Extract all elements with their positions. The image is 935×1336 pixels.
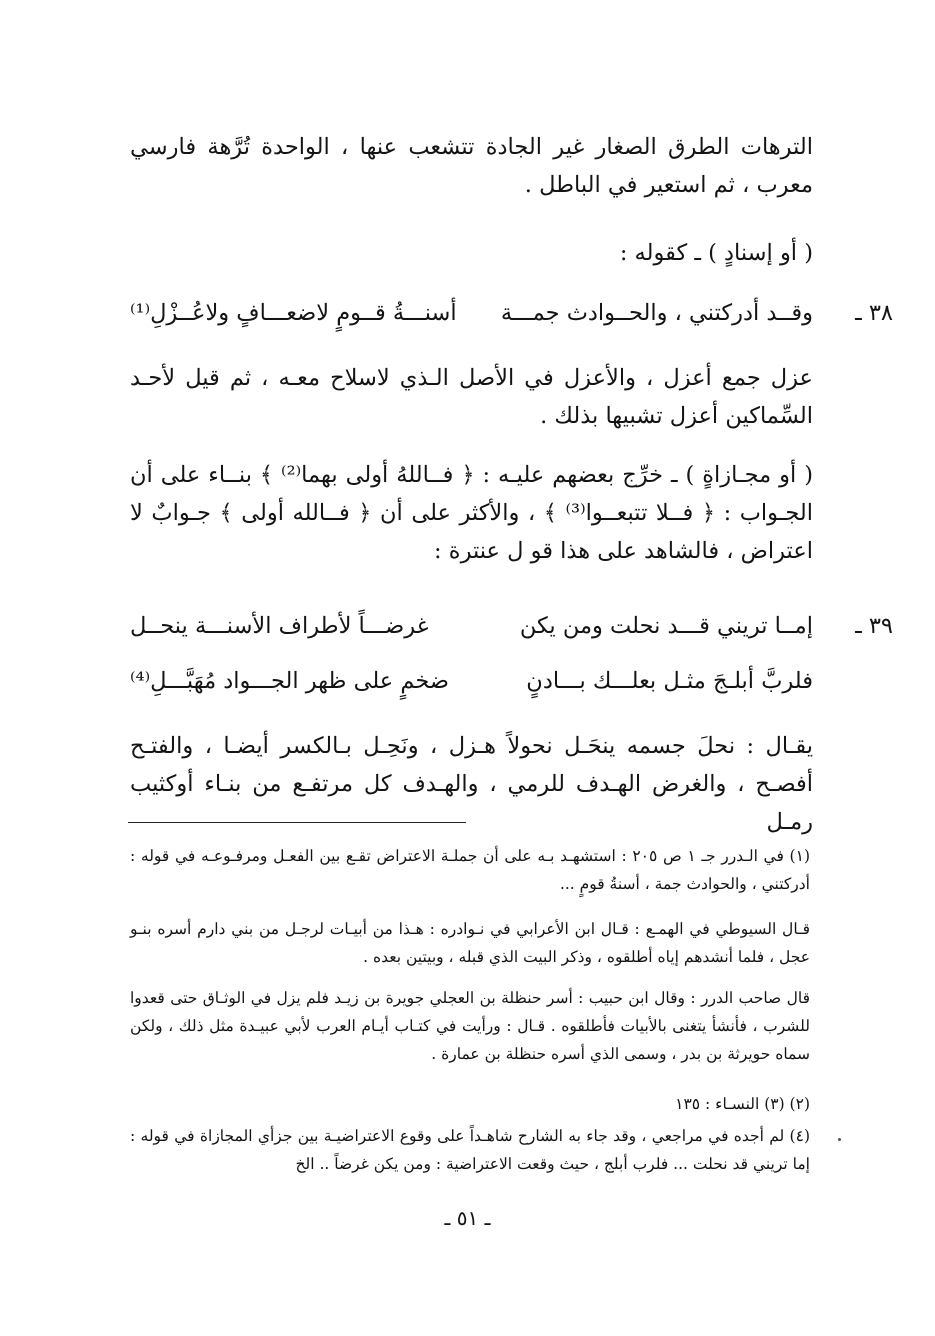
- verse-second-hemistich: أسنـــةُ قــومٍ لاضعـــافٍ ولاعُــزْلِ⁽¹⁾: [130, 300, 457, 326]
- verse-39-line-1: [130, 613, 893, 653]
- verse-number: ٣٩ ـ: [855, 613, 893, 639]
- verse-38: [130, 300, 893, 340]
- footnote-1: (١) في الـدرر جـ ١ ص ٢٠٥ : استشهـد بـه على أن جملـة الاعتراض تقـع بين الفعـل ومرفـوعـه في قوله : أدركتني ، والحوادث جمة ، أسنةُ قومٍ ...: [130, 847, 810, 893]
- verse-number: ٣٨ ـ: [855, 300, 893, 326]
- body-paragraph-4: ( أو مجـازاةٍ ) ـ خرِّج بعضهم عليـه : ﴿ فــاللهُ أولى بهما⁽²⁾ ﴾ بنــاء على أن الجـواب : ﴿ فــلا تتبعــوا⁽³⁾ ﴾ ، والأكثر على أن ﴿ فــالله أولى ﴾ جـوابٌ لا اعتراض ، فالشاهد على هذا قو ل عنترة :: [130, 462, 814, 564]
- verse-second-hemistich: غرضـــاً لأطراف الأسنـــة ينحــل: [130, 613, 429, 639]
- footnote-2-3: (٢) (٣) النسـاء : ١٣٥: [675, 1095, 810, 1113]
- footnote-1-continued: قـال السيوطي في الهمـع : قـال ابن الأعرابي في نـوادره : هـذا من أبيـات لرجـل من بني دارم أسره بنـو عجل ، فلما أنشدهم إياه أطلقوه ، وذكر البيت الذي قبله ، وبيتين بعده .: [130, 920, 810, 966]
- body-paragraph-3: عزل جمع أعزل ، والأعزل في الأصل الـذي لاسلاح معـه ، ثم قيل لأحـد السِّماكين أعزل تشبيها بذلك .: [130, 365, 813, 429]
- verse-second-hemistich: ضخمٍ على ظهر الجـــواد مُهَبَّـــلِ⁽⁴⁾: [130, 668, 449, 694]
- verse-39-line-2: [130, 668, 813, 708]
- scan-speck: [838, 1138, 841, 1141]
- page-number: ـ ٥١ ـ: [444, 1206, 491, 1230]
- body-paragraph-1: الترهات الطرق الصغار غير الجادة تتشعب عنها ، الواحدة تُرَّهة فارسي معرب ، ثم استعير في الباطل .: [130, 134, 813, 198]
- footnote-4: (٤) لم أجده في مراجعي ، وقد جاء به الشارح شاهـداً على وقوع الاعتراضيـة بين جزأي المجازاة في قوله : إما تريني قد نحلت ... فلرب أبلج ، حيث وقعت الاعتراضية : ومن يكن غرضاً .. الخ: [130, 1127, 810, 1173]
- body-paragraph-2: ( أو إسنادٍ ) ـ كقوله :: [619, 240, 813, 266]
- verse-first-hemistich: إمــا تريني قـــد نحلت ومن يكن: [519, 613, 813, 639]
- footnote-separator: [128, 822, 466, 823]
- verse-first-hemistich: فلربَّ أبلـجَ مثـل بعلـــك بـــادنٍ: [526, 668, 813, 694]
- verse-first-hemistich: وقــد أدركتني ، والحــوادث جمـــة: [500, 300, 813, 326]
- body-paragraph-5: يقـال : نحلَ جسمه ينحَـل نحولاً هـزل ، ونَحِـل بـالكسر أيضـا ، والفتـح أفصـح ، والغرض الهـدف للرمي ، والهـدف كل مرتفـع من بنـاء أوكثيب رمـل: [130, 733, 813, 835]
- footnote-1-source: قال صاحب الدرر : وقال ابن حبيب : أسر حنظلة بن العجلي جويرة بن زيـد فلم يزل في الوثـاق حتى قعدوا للشرب ، فأنشأ يتغنى بالأبيات فأطلقوه . قـال : ورأيت في كتـاب أيـام العرب لأبي عبيـدة مثل ذلك ، ولكن سماه حويرثة بن بدر ، وسمى الذي أسره حنظلة بن عمارة .: [130, 989, 810, 1063]
